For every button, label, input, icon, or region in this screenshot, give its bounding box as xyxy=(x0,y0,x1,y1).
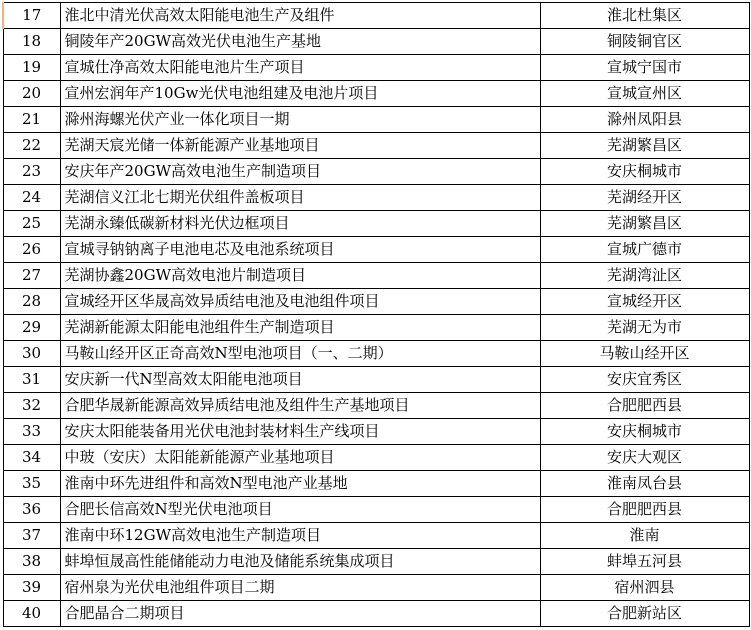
project-location: 铜陵铜官区 xyxy=(540,29,749,55)
table-row xyxy=(3,211,749,237)
project-name: 安庆年产20GW高效电池生产制造项目 xyxy=(60,159,540,185)
project-location: 滁州凤阳县 xyxy=(540,107,749,133)
project-location: 安庆宜秀区 xyxy=(540,367,749,393)
row-number: 29 xyxy=(3,315,60,341)
row-number: 31 xyxy=(3,367,60,393)
row-number: 17 xyxy=(3,3,60,29)
table-row xyxy=(3,159,749,185)
table-row xyxy=(3,185,749,211)
project-name: 合肥长信高效N型光伏电池项目 xyxy=(60,497,540,523)
row-number: 33 xyxy=(3,419,60,445)
row-number: 34 xyxy=(3,445,60,471)
row-number: 38 xyxy=(3,549,60,575)
row-number: 25 xyxy=(3,211,60,237)
project-location: 宣城宁国市 xyxy=(540,55,749,81)
project-location: 安庆桐城市 xyxy=(540,159,749,185)
table-row xyxy=(3,523,749,549)
row-number: 36 xyxy=(3,497,60,523)
table-row xyxy=(3,133,749,159)
project-location: 宿州泗县 xyxy=(540,575,749,601)
project-name: 宣城经开区华晟高效异质结电池及电池组件项目 xyxy=(60,289,540,315)
project-location: 芜湖繁昌区 xyxy=(540,133,749,159)
row-number: 19 xyxy=(3,55,60,81)
table-row xyxy=(3,263,749,289)
row-number: 20 xyxy=(3,81,60,107)
project-name: 安庆新一代N型高效太阳能电池项目 xyxy=(60,367,540,393)
row-number: 23 xyxy=(3,159,60,185)
row-number: 30 xyxy=(3,341,60,367)
project-location: 安庆大观区 xyxy=(540,445,749,471)
table-row xyxy=(3,315,749,341)
project-location: 宣城宣州区 xyxy=(540,81,749,107)
row-number: 24 xyxy=(3,185,60,211)
table-row xyxy=(3,549,749,575)
row-number: 32 xyxy=(3,393,60,419)
row-number: 22 xyxy=(3,133,60,159)
project-name: 合肥华晟新能源高效异质结电池及组件生产基地项目 xyxy=(60,393,540,419)
project-location: 淮南 xyxy=(540,523,749,549)
project-location: 芜湖无为市 xyxy=(540,315,749,341)
project-location: 合肥新站区 xyxy=(540,601,749,627)
table-row xyxy=(3,575,749,601)
row-number: 37 xyxy=(3,523,60,549)
table-row xyxy=(3,55,749,81)
table-row xyxy=(3,107,749,133)
row-number: 27 xyxy=(3,263,60,289)
project-location: 芜湖经开区 xyxy=(540,185,749,211)
table-row xyxy=(3,497,749,523)
table-row xyxy=(3,81,749,107)
row-number: 28 xyxy=(3,289,60,315)
project-name: 宣城仕净高效太阳能电池片生产项目 xyxy=(60,55,540,81)
project-location: 芜湖湾沚区 xyxy=(540,263,749,289)
project-location: 淮北杜集区 xyxy=(540,3,749,29)
project-name: 安庆太阳能装备用光伏电池封装材料生产线项目 xyxy=(60,419,540,445)
table-row xyxy=(3,237,749,263)
project-location: 马鞍山经开区 xyxy=(540,341,749,367)
project-name: 马鞍山经开区正奇高效N型电池项目（一、二期） xyxy=(60,341,540,367)
table-row xyxy=(3,419,749,445)
project-name: 蚌埠恒晟高性能储能动力电池及储能系统集成项目 xyxy=(60,549,540,575)
project-table xyxy=(2,2,750,627)
project-name: 淮南中环12GW高效电池生产制造项目 xyxy=(60,523,540,549)
table-row xyxy=(3,3,749,29)
project-location: 淮南凤台县 xyxy=(540,471,749,497)
project-name: 芜湖天宸光储一体新能源产业基地项目 xyxy=(60,133,540,159)
project-location: 合肥肥西县 xyxy=(540,393,749,419)
project-location: 宣城经开区 xyxy=(540,289,749,315)
table-row xyxy=(3,445,749,471)
project-name: 淮北中清光伏高效太阳能电池生产及组件 xyxy=(60,3,540,29)
table-row xyxy=(3,393,749,419)
table-row xyxy=(3,471,749,497)
project-name: 芜湖协鑫20GW高效电池片制造项目 xyxy=(60,263,540,289)
project-name: 芜湖永臻低碳新材料光伏边框项目 xyxy=(60,211,540,237)
project-name: 宣州宏润年产10Gw光伏电池组建及电池片项目 xyxy=(60,81,540,107)
project-name: 宣城寻钠钠离子电池电芯及电池系统项目 xyxy=(60,237,540,263)
project-name: 铜陵年产20GW高效光伏电池生产基地 xyxy=(60,29,540,55)
table-row xyxy=(3,367,749,393)
row-number: 39 xyxy=(3,575,60,601)
table-row xyxy=(3,29,749,55)
project-name: 淮南中环先进组件和高效N型电池产业基地 xyxy=(60,471,540,497)
project-location: 宣城广德市 xyxy=(540,237,749,263)
row-number: 26 xyxy=(3,237,60,263)
project-name: 中玻（安庆）太阳能新能源产业基地项目 xyxy=(60,445,540,471)
project-name: 芜湖新能源太阳能电池组件生产制造项目 xyxy=(60,315,540,341)
table-row xyxy=(3,289,749,315)
project-location: 安庆桐城市 xyxy=(540,419,749,445)
row-number: 18 xyxy=(3,29,60,55)
project-location: 芜湖繁昌区 xyxy=(540,211,749,237)
table-row xyxy=(3,341,749,367)
project-name: 合肥晶合二期项目 xyxy=(60,601,540,627)
project-name: 芜湖信义江北七期光伏组件盖板项目 xyxy=(60,185,540,211)
row-number: 35 xyxy=(3,471,60,497)
row-number: 40 xyxy=(3,601,60,627)
project-name: 宿州泉为光伏电池组件项目二期 xyxy=(60,575,540,601)
project-name: 滁州海螺光伏产业一体化项目一期 xyxy=(60,107,540,133)
row-number: 21 xyxy=(3,107,60,133)
project-location: 合肥肥西县 xyxy=(540,497,749,523)
project-location: 蚌埠五河县 xyxy=(540,549,749,575)
table-row xyxy=(3,601,749,627)
